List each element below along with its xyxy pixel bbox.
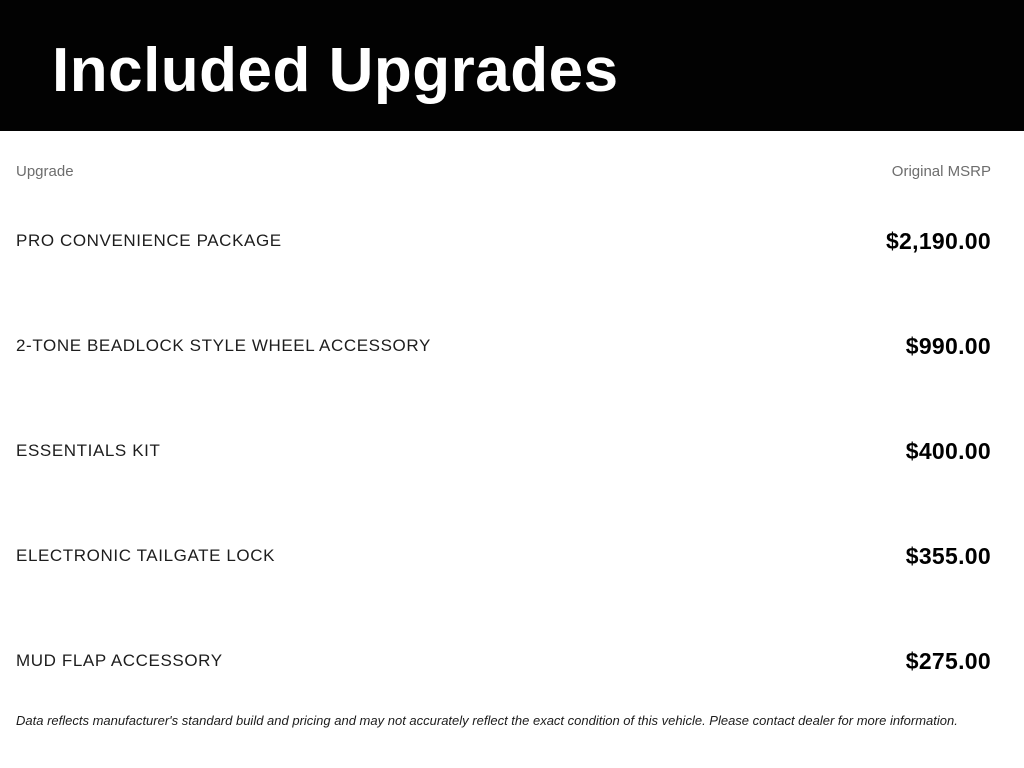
upgrade-price: $2,190.00 xyxy=(885,227,991,254)
header-banner xyxy=(0,0,1024,131)
table-row xyxy=(16,646,991,676)
upgrade-price: $275.00 xyxy=(905,647,991,674)
table-row xyxy=(16,331,991,361)
upgrade-name: MUD FLAP ACCESSORY xyxy=(16,651,223,670)
upgrade-price: $355.00 xyxy=(905,542,991,569)
table-row xyxy=(16,541,991,571)
upgrade-name: 2-TONE BEADLOCK STYLE WHEEL ACCESSORY xyxy=(16,336,431,355)
page-title: Included Upgrades xyxy=(52,35,619,105)
upgrades-table xyxy=(0,162,1024,728)
disclaimer-text: Data reflects manufacturer's standard build and pricing and may not accurately reflect the exact condition of this vehicle. Please contact dealer for more information. xyxy=(16,713,958,728)
upgrade-name: ELECTRONIC TAILGATE LOCK xyxy=(16,546,276,565)
column-header-msrp: Original MSRP xyxy=(891,162,991,180)
table-row xyxy=(16,226,991,256)
table-column-headers xyxy=(16,162,991,180)
upgrade-price: $990.00 xyxy=(905,332,991,359)
upgrade-name: PRO CONVENIENCE PACKAGE xyxy=(16,231,282,250)
column-header-upgrade: Upgrade xyxy=(16,162,74,180)
table-row xyxy=(16,436,991,466)
upgrade-name: ESSENTIALS KIT xyxy=(16,441,161,460)
upgrade-price: $400.00 xyxy=(905,437,991,464)
table-rows xyxy=(16,226,991,676)
